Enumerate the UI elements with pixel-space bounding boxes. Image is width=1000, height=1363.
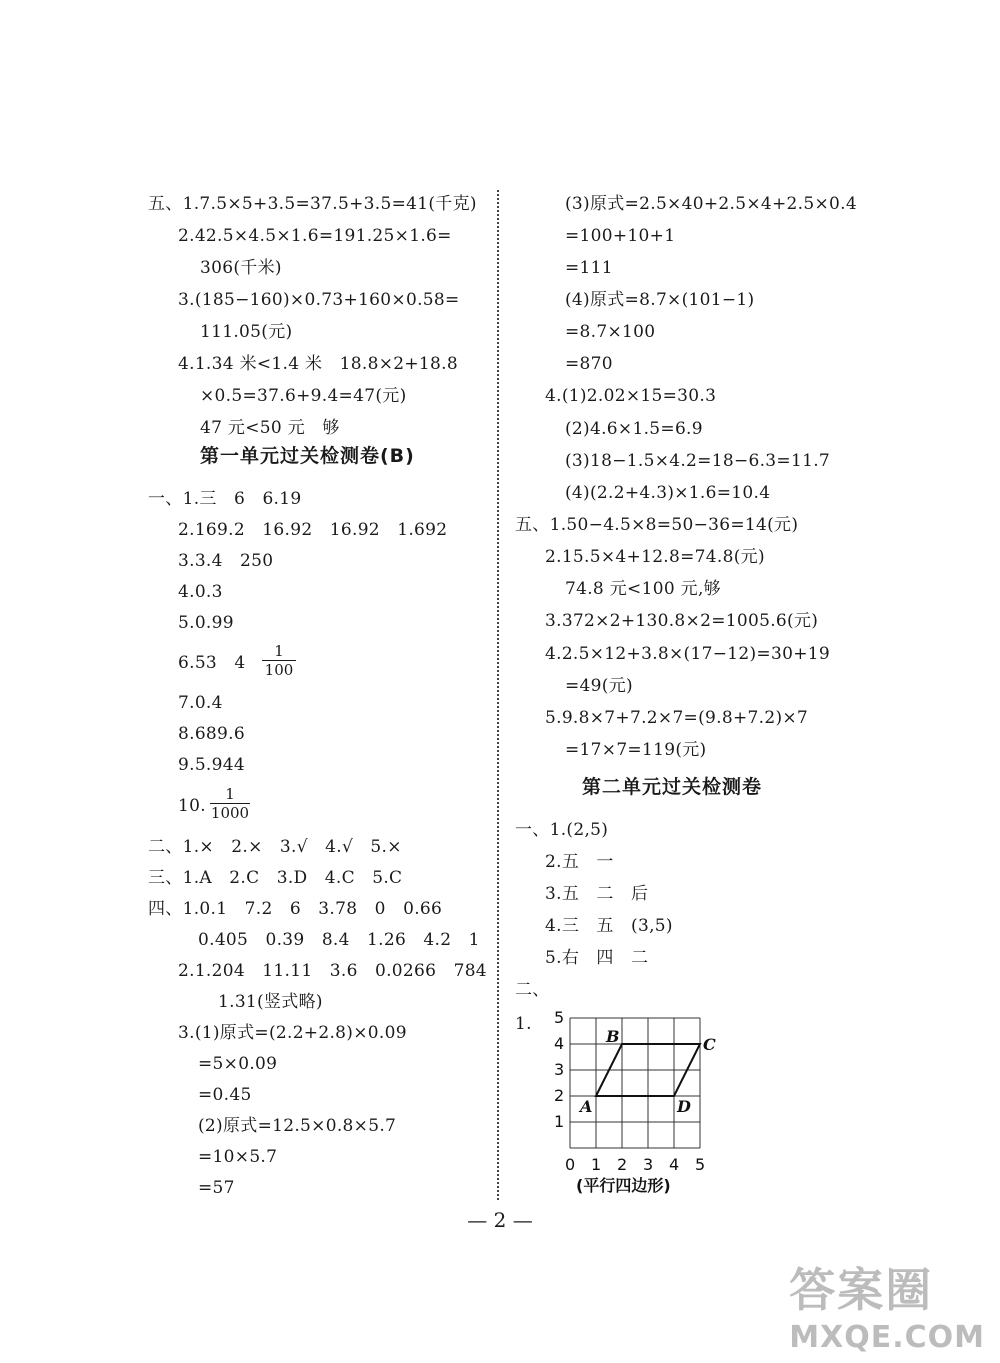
left-p4-line-2: 0.405 0.39 8.4 1.26 4.2 1 [198, 930, 480, 950]
right-line-9: (3)18−1.5×4.2=18−6.3=11.7 [565, 451, 831, 471]
right-line-18: =17×7=119(元) [565, 740, 707, 760]
right-line-1: (3)原式=2.5×40+2.5×4+2.5×0.4 [565, 194, 857, 214]
fraction-1-100 [262, 643, 296, 678]
watermark-title: 答案圈 [789, 1263, 934, 1317]
left-p1-line-2: 2.169.2 16.92 16.92 1.692 [178, 520, 448, 540]
y-tick-4: 4 [554, 1034, 565, 1053]
left-p4-line-6: =5×0.09 [198, 1054, 278, 1074]
point-label-c: C [703, 1035, 716, 1054]
left-p1-line-5: 5.0.99 [178, 613, 234, 633]
x-tick-2: 2 [617, 1155, 628, 1174]
left-s5-text: 1.7.5×5+3.5=37.5+3.5=41(千克) [182, 194, 477, 214]
right-line-11: 五、1.50−4.5×8=50−36=14(元) [515, 515, 799, 535]
left-p1-line-10: 10. [178, 796, 206, 816]
left-p3-line: 三、1.A 2.C 3.D 4.C 5.C [148, 868, 403, 888]
point-labels [578, 1027, 716, 1116]
left-p4-line-9: =10×5.7 [198, 1147, 278, 1167]
left-p1-line-7: 7.0.4 [178, 693, 223, 713]
left-p4-line-10: =57 [198, 1178, 235, 1198]
y-tick-1: 1 [554, 1112, 565, 1131]
figure-caption: (平行四边形) [576, 1176, 671, 1195]
x-axis-ticks [565, 1155, 705, 1174]
right-line-16: =49(元) [565, 676, 633, 696]
right-line-5: =8.7×100 [565, 322, 656, 342]
watermark-logo [789, 1254, 985, 1355]
left-p4-line-5: 3.(1)原式=(2.2+2.8)×0.09 [178, 1023, 407, 1043]
right-line-7: 4.(1)2.02×15=30.3 [545, 386, 717, 406]
left-p1-line-4: 4.0.3 [178, 582, 223, 602]
left-s5-line-3: 306(千米) [200, 258, 282, 278]
x-tick-3: 3 [643, 1155, 654, 1174]
watermark-url: MXQE.COM [789, 1320, 985, 1355]
y-tick-5: 5 [554, 1008, 565, 1027]
left-p4-line-1: 四、1.0.1 7.2 6 3.78 0 0.66 [148, 899, 443, 919]
left-s5-prefix: 五、 [148, 194, 183, 214]
right-line-3: =111 [565, 258, 613, 278]
left-p1-line-1 [148, 488, 302, 510]
fraction-numerator: 1 [225, 785, 235, 803]
fraction-1-1000 [210, 786, 250, 821]
coordinate-grid [540, 1008, 760, 1198]
point-label-a: A [580, 1097, 593, 1116]
right-line-8: (2)4.6×1.5=6.9 [565, 419, 703, 439]
left-s5-line-6: 4.1.34 米<1.4 米 18.8×2+18.8 [178, 354, 458, 374]
point-label-d: D [677, 1097, 691, 1116]
heading-unit1-b: 第一单元过关检测卷(B) [200, 445, 415, 467]
left-p1-line-9: 9.5.944 [178, 755, 245, 775]
right-u2-line-4: 4.三 五 (3,5) [545, 916, 673, 936]
left-p1-line-6: 6.53 4 [178, 653, 246, 673]
left-p1-line-8: 8.689.6 [178, 724, 245, 744]
coordinate-grid-figure [540, 1008, 760, 1198]
y-tick-2: 2 [554, 1086, 565, 1105]
fraction-denominator: 100 [264, 661, 294, 679]
left-p4-line-4: 1.31(竖式略) [218, 992, 323, 1012]
right-line-6: =870 [565, 354, 613, 374]
x-tick-1: 1 [591, 1155, 602, 1174]
left-s5-line-7: ×0.5=37.6+9.4=47(元) [200, 386, 407, 406]
left-s5-line-5: 111.05(元) [200, 322, 293, 342]
right-u2-line-3: 3.五 二 后 [545, 884, 649, 904]
y-tick-3: 3 [554, 1060, 565, 1079]
right-u2-line-6: 二、 [515, 980, 550, 1000]
left-p4-line-8: (2)原式=12.5×0.8×5.7 [198, 1116, 397, 1136]
left-p1-line-3: 3.3.4 250 [178, 551, 274, 571]
left-p1-text: 1.三 6 6.19 [182, 489, 302, 509]
column-divider [497, 190, 499, 1200]
figure-item-number: 1. [515, 1014, 532, 1034]
fraction-denominator: 1000 [210, 804, 250, 822]
left-p4-line-7: =0.45 [198, 1085, 252, 1105]
heading-unit2: 第二单元过关检测卷 [582, 776, 763, 798]
right-u2-line-1: 一、1.(2,5) [515, 820, 609, 840]
fraction-numerator: 1 [274, 642, 284, 660]
right-line-12: 2.15.5×4+12.8=74.8(元) [545, 547, 765, 567]
left-s5-line-8: 47 元<50 元 够 [200, 418, 340, 438]
x-tick-5: 5 [695, 1155, 706, 1174]
right-line-15: 4.2.5×12+3.8×(17−12)=30+19 [545, 644, 830, 664]
point-label-b: B [606, 1027, 620, 1046]
right-line-10: (4)(2.2+4.3)×1.6=10.4 [565, 483, 771, 503]
right-u2-line-5: 5.右 四 二 [545, 948, 649, 968]
x-tick-0: 0 [565, 1155, 576, 1174]
x-tick-4: 4 [669, 1155, 680, 1174]
right-line-17: 5.9.8×7+7.2×7=(9.8+7.2)×7 [545, 708, 809, 728]
left-p1-prefix: 一、 [148, 489, 183, 509]
right-u2-line-2: 2.五 一 [545, 852, 614, 872]
left-s5-line-1 [148, 193, 477, 215]
right-line-13: 74.8 元<100 元,够 [565, 579, 721, 599]
right-line-14: 3.372×2+130.8×2=1005.6(元) [545, 611, 819, 631]
left-s5-line-2: 2.42.5×4.5×1.6=191.25×1.6= [178, 226, 452, 246]
y-axis-ticks [554, 1008, 564, 1131]
right-line-2: =100+10+1 [565, 226, 676, 246]
left-s5-line-4: 3.(185−160)×0.73+160×0.58= [178, 290, 460, 310]
page-number: — 2 — [467, 1208, 533, 1232]
right-line-4: (4)原式=8.7×(101−1) [565, 290, 755, 310]
left-p2-line: 二、1.× 2.× 3.√ 4.√ 5.× [148, 837, 402, 857]
left-p4-line-3: 2.1.204 11.11 3.6 0.0266 784 [178, 961, 487, 981]
